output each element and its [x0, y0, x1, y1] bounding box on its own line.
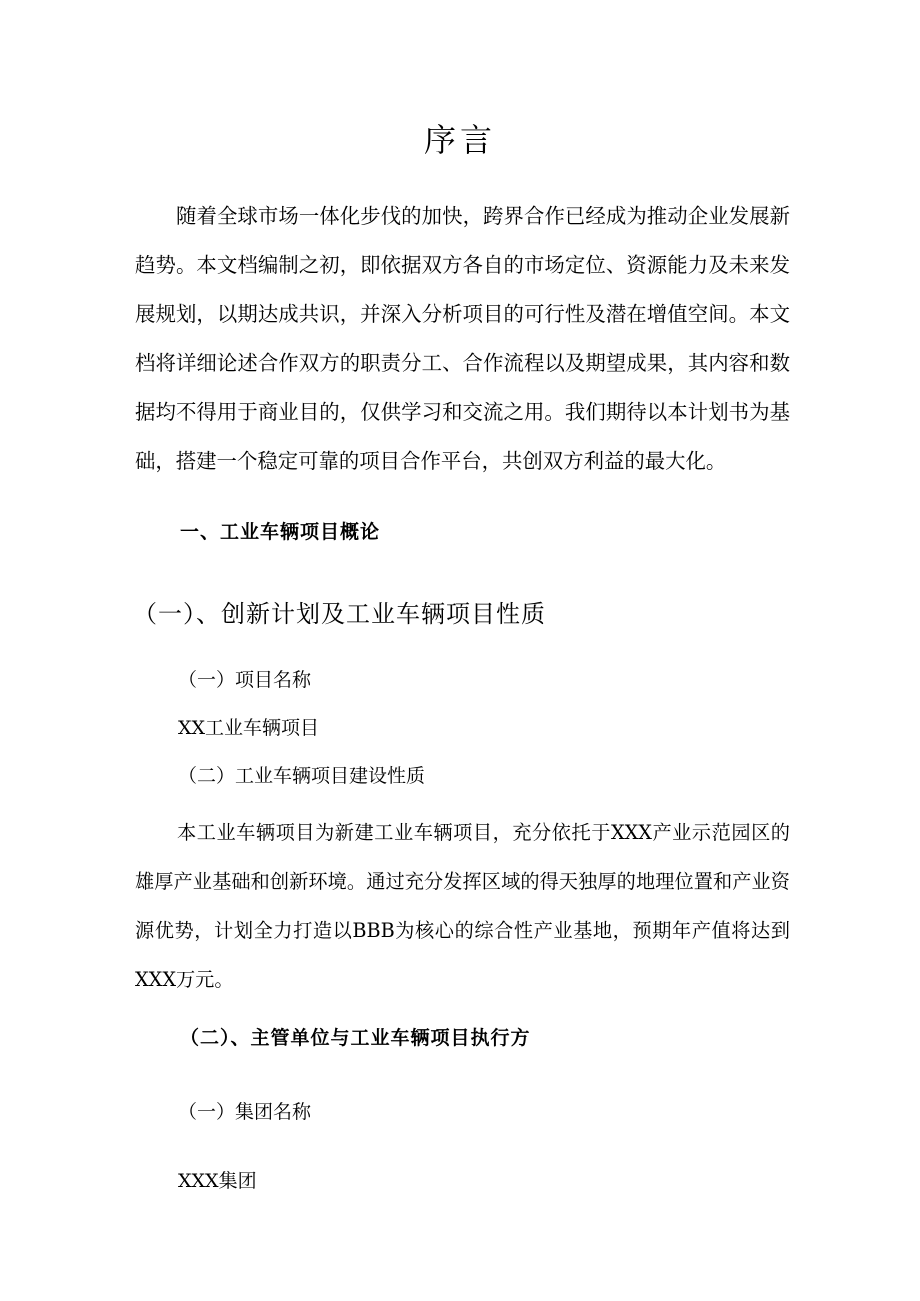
document-title: 序言: [423, 121, 496, 159]
project-name-value: XX工业车辆项目: [178, 717, 320, 739]
subsection-heading-executing-party: （二）、主管单位与工业车辆项目执行方: [180, 1027, 531, 1049]
item-label-project-name: （一）项目名称: [178, 669, 312, 691]
section-heading-overview: 一、工业车辆项目概论: [180, 521, 381, 543]
preface-paragraph: 随着全球市场一体化步伐的加快，跨界合作已经成为推动企业发展新趋势。本文档编制之初，即依据双方各自的市场定位、资源能力及未来发展规划，以期达成共识，并深入分析项目的可行性及潜在增值空间。本文档将详细论述合作双方的职责分工、合作流程以及期望成果，其内容和数据均不得用于商业目的，仅供学习和交流之用。我们期待以本计划书为基础，搭建一个稳定可靠的项目合作平台，共创双方利益的最大化。: [135, 204, 790, 473]
item-label-group-name: （一）集团名称: [178, 1101, 312, 1123]
item-label-construction-nature: （二）工业车辆项目建设性质: [178, 765, 426, 787]
construction-nature-paragraph: 本工业车辆项目为新建工业车辆项目，充分依托于XXX产业示范园区的雄厚产业基础和创新环境。通过充分发挥区域的得天独厚的地理位置和产业资源优势，计划全力打造以BBB为核心的综合性产业基地，预期年产值将达到XXX万元。: [135, 821, 790, 991]
group-name-value: XXX集团: [178, 1170, 257, 1192]
subsection-heading-innovation-plan: （一）、创新计划及工业车辆项目性质: [133, 600, 546, 628]
